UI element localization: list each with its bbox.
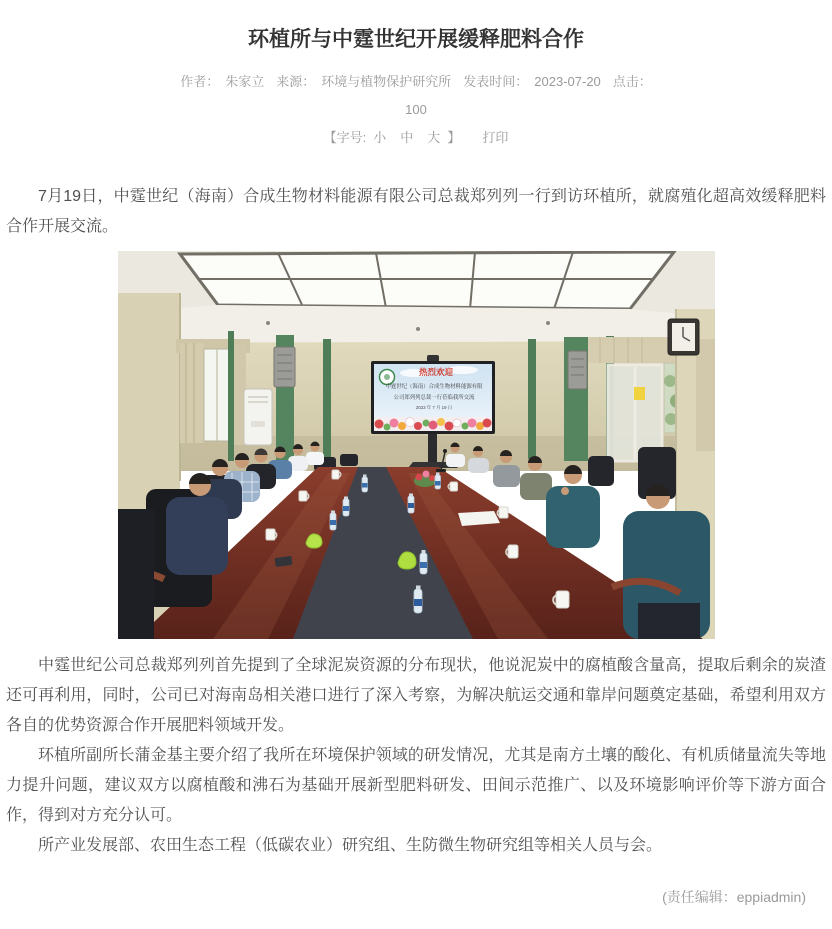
fontsize-suffix: 】 [447, 130, 461, 145]
source-label: 来源： [276, 74, 316, 89]
wall-clock-icon [668, 319, 699, 355]
paragraph: 7月19日，中霆世纪（海南）合成生物材料能源有限公司总裁郑列列一行到访环植所，就腐殖化超高效缓释肥料合作开展交流。 [6, 188, 826, 235]
editor-note: (责任编辑：eppiadmin) [662, 889, 806, 905]
slide-company-line2: 公司郑列列总裁一行莅临我所交流 [393, 395, 474, 401]
left-window-curtain [176, 339, 250, 445]
source-value: 环境与植物保护研究所 [321, 74, 452, 89]
article-photo [118, 251, 715, 639]
fontsize-prefix: 【字号: [323, 130, 367, 145]
author-label: 作者： [180, 74, 220, 89]
page-title: 环植所与中霆世纪开展缓释肥料合作 [248, 28, 584, 51]
ceiling-light-panels [118, 251, 715, 343]
hits-value: 100 [405, 102, 427, 117]
paragraph: 中霆世纪公司总裁郑列列首先提到了全球泥炭资源的分布现状，他说泥炭中的腐植酸含量高，提取后剩余的炭渣还可再利用，同时，公司已对海南岛相关港口进行了深入考察，为解决航运交通和靠岸问题奠定基础，希望利用双方各自的优势资源合作开展肥料领域开发。 [6, 657, 826, 734]
paragraph: 所产业发展部、农田生态工程（低碳农业）研究组、生防微生物研究组等相关人员与会。 [38, 837, 663, 854]
article-body [6, 182, 826, 861]
print-button[interactable]: 打印 [482, 130, 509, 145]
tv-screen [371, 355, 495, 434]
slide-company-line1: 中霆世纪（海南）合成生物材料能源有限 [384, 384, 483, 390]
tv-camera-icon [427, 355, 439, 362]
article [0, 26, 832, 907]
fontsize-large-button[interactable]: 大 [427, 130, 441, 145]
warning-sign-icon [634, 387, 645, 400]
paragraph: 环植所副所长蒲金基主要介绍了我所在环境保护领域的研发情况，尤其是南方土壤的酸化、有机质储量流失等地力提升问题，建议双方以腐植酸和沸石为基础开展新型肥料研发、田间示范推广、以及环境影响评价等下游方面合作，得到对方充分认可。 [6, 747, 826, 824]
air-conditioner [244, 389, 272, 445]
meta-line1 [6, 68, 826, 96]
slide-welcome-text: 热烈欢迎 [418, 367, 453, 377]
hits-label: 点击： [612, 74, 652, 89]
fontsize-toolbar [6, 124, 826, 152]
fontsize-medium-button[interactable]: 中 [400, 130, 414, 145]
date-label: 发表时间： [463, 74, 529, 89]
author-value: 朱家立 [225, 74, 265, 89]
article-meta [6, 68, 826, 124]
date-value: 2023-07-20 [534, 74, 601, 89]
slide-date: 2023 年 7 月 19 日 [415, 405, 452, 410]
fontsize-small-button[interactable]: 小 [373, 130, 387, 145]
slide-flower-border [374, 417, 492, 431]
